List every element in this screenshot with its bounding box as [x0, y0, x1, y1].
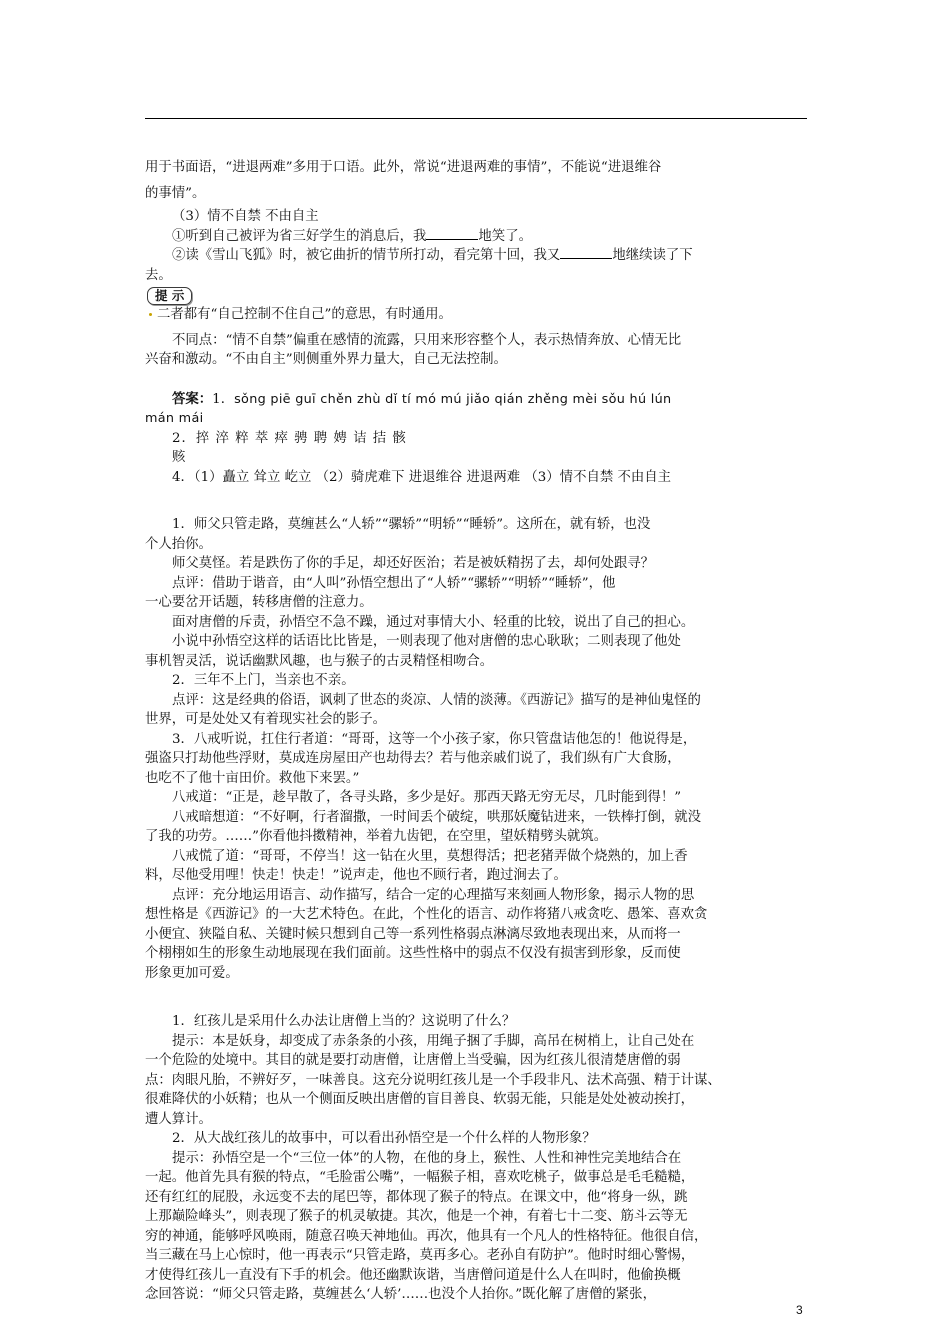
excerpt-line: 想性格是《西游记》的一大艺术特色。在此，个性化的语言、动作将猪八戒贪吃、愚笨、喜欢贪 — [145, 907, 708, 922]
text-line: 用于书面语，“进退两难”多用于口语。此外，常说“进退两难的事情”，不能说“进退维谷 — [145, 160, 662, 175]
question-line: 遭人算计。 — [145, 1111, 212, 1127]
hint-line: 二者都有“自己控制不住自己”的意思，有时通用。 — [145, 305, 807, 325]
excerpt-line: 世界，可是处处又有着现实社会的影子。 — [145, 712, 387, 727]
answer-line-1-cont: mán mái — [145, 411, 204, 426]
excerpt-line: 八戒暗想道：“不好啊，行者溜撒，一时间丢个破绽，哄那妖魔钻进来，一铁棒打倒，就没 — [172, 809, 702, 825]
answer-line-1: 答案：1．sǒng piē guī chěn zhù dǐ tí mó mú jiǎo qián zhěng mèi sǒu hú lún — [172, 390, 672, 407]
hint-line: 兴奋和激动。“不由自主”则侧重外界力量大，自己无法控制。 — [145, 352, 507, 367]
answer-label: 答案： — [172, 390, 213, 407]
question-line: 2．从大战红孩儿的故事中，可以看出孙悟空是一个什么样的人物形象？ — [172, 1131, 596, 1146]
excerpt-line: 也吃不了他十亩田价。救他下来罢。” — [145, 770, 360, 786]
question-line: 点：肉眼凡胎，不辨好歹，一味善良。这充分说明红孩儿是一个手段非凡、法术高强、精于计谋、 — [145, 1072, 721, 1088]
excerpt-line: 强盗只打劫他些浮财，莫成连房屋田产也劫得去？若与他亲戚们说了，我们纵有广大食肠， — [145, 751, 681, 766]
excerpt-line: 师父莫怪。若是跌伤了你的手足，却还好医治；若是被妖精拐了去，却何处跟寻？ — [172, 556, 655, 571]
excerpt-line: 个栩栩如生的形象生动地展现在我们面前。这些性格中的弱点不仅没有损害到形象，反而使 — [145, 946, 681, 961]
excerpt-line: 2．三年不上门，当亲也不亲。 — [172, 673, 355, 688]
bullet-dot-icon — [149, 313, 152, 316]
excerpt-line: 了我的功劳。……”你看他抖擞精神，举着九齿钯，在空里，望妖精劈头就筑。 — [145, 829, 608, 844]
excerpt-line: 形象更加可爱。 — [145, 965, 239, 981]
excerpt-line: 八戒慌了道：“哥哥，不停当！这一钻在火里，莫想得活；把老猪弄做个烧熟的，加上香 — [172, 848, 688, 864]
excerpt-line: 点评：借助于谐音，由“人叫”孙悟空想出了“人轿”“骡轿”“明轿”“睡轿”，他 — [172, 575, 616, 591]
excerpts-section — [145, 515, 807, 983]
excerpt-line: 事机智灵活，说话幽默风趣，也与猴子的古灵精怪相吻合。 — [145, 653, 494, 669]
hint-line: 不同点：“情不自禁”偏重在感情的流露，只用来形容整个人，表示热情奔放、心情无比 — [172, 332, 682, 348]
hint-badge: 提 示 — [147, 287, 192, 305]
text-line: 的事情”。 — [145, 185, 206, 201]
question-line: 一起。他首先具有猴的特点，“毛脸雷公嘴”，一幅猴子相，喜欢吃桃子，做事总是毛毛糙糙， — [145, 1170, 695, 1185]
question-line: 提示：孙悟空是一个“三位一体”的人物，在他的身上，猴性、人性和神性完美地结合在 — [172, 1150, 682, 1166]
page-number: 3 — [796, 1303, 803, 1317]
excerpt-line: 点评：充分地运用语言、动作描写，结合一定的心理描写来刻画人物形象，揭示人物的思 — [172, 887, 695, 903]
question-line: 穷的神通，能够呼风唤雨，随意召唤天神地仙。再次，他具有一个凡人的性格特征。他很自信， — [145, 1228, 708, 1244]
question-line: 1．红孩儿是采用什么办法让唐僧上当的？这说明了什么？ — [172, 1014, 516, 1029]
question-line: 当三藏在马上心惊时，他一再表示“只管走路，莫再多心。老孙自有防护”。他时时细心警惕， — [145, 1248, 695, 1263]
question-2: ②读《雪山飞狐》时，被它曲折的情节所打动，看完第十回，我又 地继续读了下 — [172, 248, 693, 263]
excerpt-line: 一心要岔开话题，转移唐僧的注意力。 — [145, 595, 373, 610]
question-line: 才使得红孩儿一直没有下手的机会。他还幽默诙谐，当唐僧问道是什么人在叫时，他偷换概 — [145, 1267, 681, 1283]
excerpt-line: 八戒道：“正是，趁早散了，各寻头路，多少是好。那西天路无穷无尽，几时能到得！” — [172, 790, 682, 805]
question-line: 一个危险的处境中。其目的就是要打动唐僧，让唐僧上当受骗，因为红孩儿很清楚唐僧的弱 — [145, 1053, 681, 1068]
question-line: 提示：本是妖身，却变成了赤条条的小孩，用绳子捆了手脚，高吊在树梢上，让自己处在 — [172, 1033, 695, 1049]
answer-line-4: 4．（1）矗立 耸立 屹立 （2）骑虎难下 进退维谷 进退两难 （3）情不自禁 不由自主 — [172, 469, 672, 485]
question-line: 还有红红的屁股，永远变不去的尾巴等，都体现了猴子的特点。在课文中，他“将身一纵，跳 — [145, 1189, 688, 1205]
answer-line-2: 2．捽 淬 粹 萃 瘁 骋 聘 娉 诘 拮 骸 — [172, 430, 407, 446]
excerpt-line: 个人抬你。 — [145, 536, 212, 552]
item-3: （3）情不自禁 不由自主 — [172, 209, 319, 224]
document-body — [145, 158, 807, 1305]
answer-line-2-cont: 赅 — [172, 450, 186, 465]
questions-section — [145, 1012, 807, 1305]
excerpt-line: 点评：这是经典的俗语，讽刺了世态的炎凉、人情的淡薄。《西游记》描写的是神仙鬼怪的 — [172, 692, 701, 708]
question-1: ①听到自己被评为省三好学生的消息后，我 地笑了。 — [172, 228, 532, 244]
excerpt-line: 3．八戒听说，扛住行者道：“哥哥，这等一个小孩子家，你只管盘诘他怎的！他说得是， — [172, 731, 697, 747]
answer-blank — [560, 246, 612, 259]
header-rule — [145, 118, 807, 119]
excerpt-line: 1．师父只管走路，莫缠甚么“人轿”“骡轿”“明轿”“睡轿”。这所在，就有轿，也没 — [172, 517, 651, 532]
text-line: 去。 — [145, 267, 172, 283]
hint-header — [145, 285, 807, 305]
question-line: 念回答说：“师父只管走路，莫缠甚么‘人轿’……也没个人抬你。”既化解了唐僧的紧张， — [145, 1287, 656, 1302]
question-line: 上那巅险峰头”，则表现了猴子的机灵敏捷。其次，他是一个神，有着七十二变、筋斗云等无 — [145, 1209, 688, 1224]
excerpt-line: 料，尽他受用哩！快走！快走！”说声走，他也不顾行者，跑过涧去了。 — [145, 868, 567, 883]
excerpt-line: 面对唐僧的斥责，孙悟空不急不躁，通过对事情大小、轻重的比较，说出了自己的担心。 — [172, 614, 695, 630]
question-line: 很难降伏的小妖精；也从一个侧面反映出唐僧的盲目善良、软弱无能，只能是处处被动挨打， — [145, 1092, 695, 1107]
excerpt-line: 小便宜、狭隘自私、关键时候只想到自己等一系列性格弱点淋漓尽致地表现出来，从而将一 — [145, 926, 681, 942]
excerpt-line: 小说中孙悟空这样的话语比比皆是，一则表现了他对唐僧的忠心耿耿；二则表现了他处 — [172, 634, 681, 649]
answer-blank — [426, 227, 478, 240]
